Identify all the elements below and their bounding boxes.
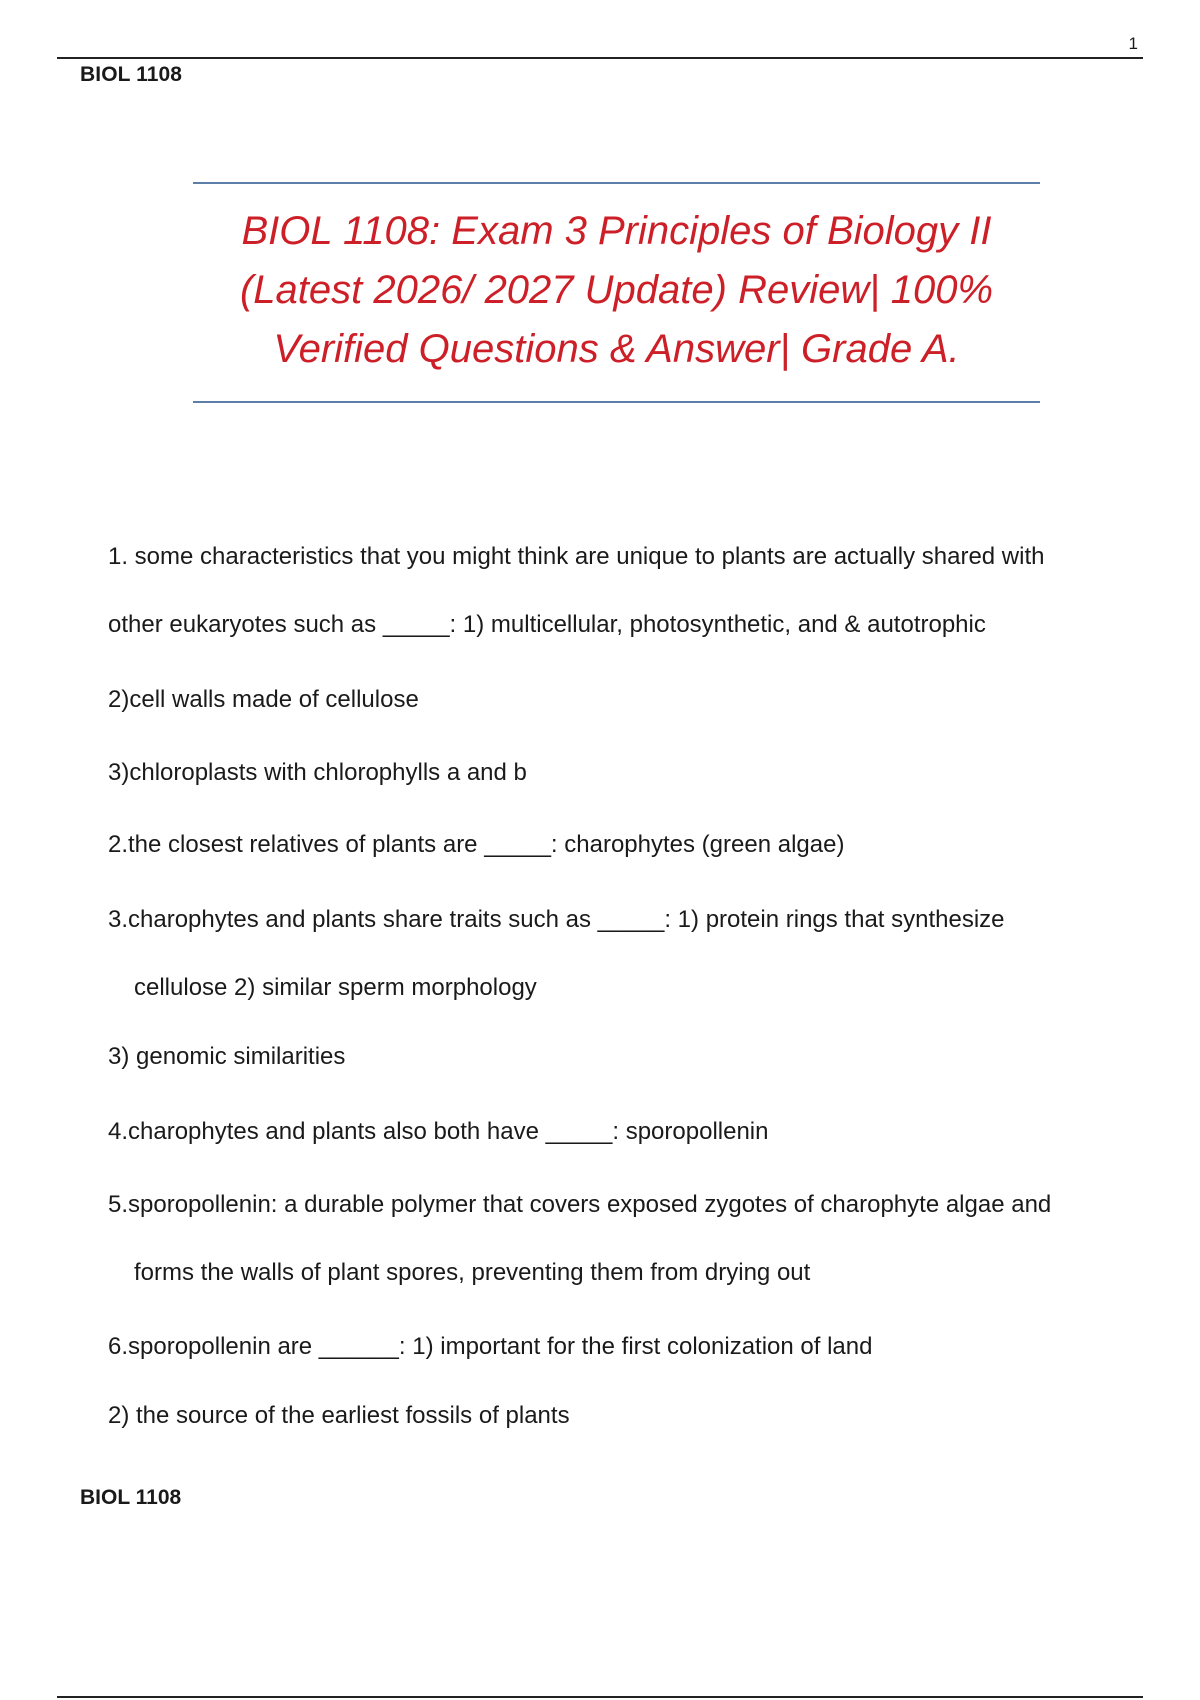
question-line: 3)chloroplasts with chlorophylls a and b xyxy=(108,759,527,786)
page-number: 1 xyxy=(1128,34,1138,53)
title-rule-bottom xyxy=(193,401,1040,403)
question-line: other eukaryotes such as _____: 1) multicellular, photosynthetic, and & autotrophic xyxy=(108,611,986,638)
question-line: 2.the closest relatives of plants are _____: charophytes (green algae) xyxy=(108,831,845,858)
question-line: 2)cell walls made of cellulose xyxy=(108,686,419,713)
question-line: 2) the source of the earliest fossils of plants xyxy=(108,1402,570,1429)
question-line: 1. some characteristics that you might think are unique to plants are actually shared with xyxy=(108,543,1045,570)
question-line: forms the walls of plant spores, preventing them from drying out xyxy=(134,1259,811,1286)
footer-course-label: BIOL 1108 xyxy=(80,1486,182,1509)
footer-rule xyxy=(57,1696,1143,1698)
document-title xyxy=(160,202,1073,379)
title-line: (Latest 2026/ 2027 Update) Review| 100% xyxy=(239,268,994,312)
question-line: 3.charophytes and plants share traits such as _____: 1) protein rings that synthesize xyxy=(108,906,1005,933)
title-line: BIOL 1108: Exam 3 Principles of Biology II xyxy=(241,209,992,253)
question-line: 6.sporopollenin are ______: 1) important for the first colonization of land xyxy=(108,1333,873,1360)
header-course-label: BIOL 1108 xyxy=(80,63,183,86)
question-line: cellulose 2) similar sperm morphology xyxy=(134,974,537,1001)
title-line: Verified Questions & Answer| Grade A. xyxy=(273,327,960,371)
question-line: 5.sporopollenin: a durable polymer that covers exposed zygotes of charophyte algae and xyxy=(108,1191,1052,1218)
header-rule xyxy=(57,57,1143,59)
question-line: 3) genomic similarities xyxy=(108,1043,346,1070)
question-line: 4.charophytes and plants also both have _____: sporopollenin xyxy=(108,1118,769,1145)
title-rule-top xyxy=(193,182,1040,184)
